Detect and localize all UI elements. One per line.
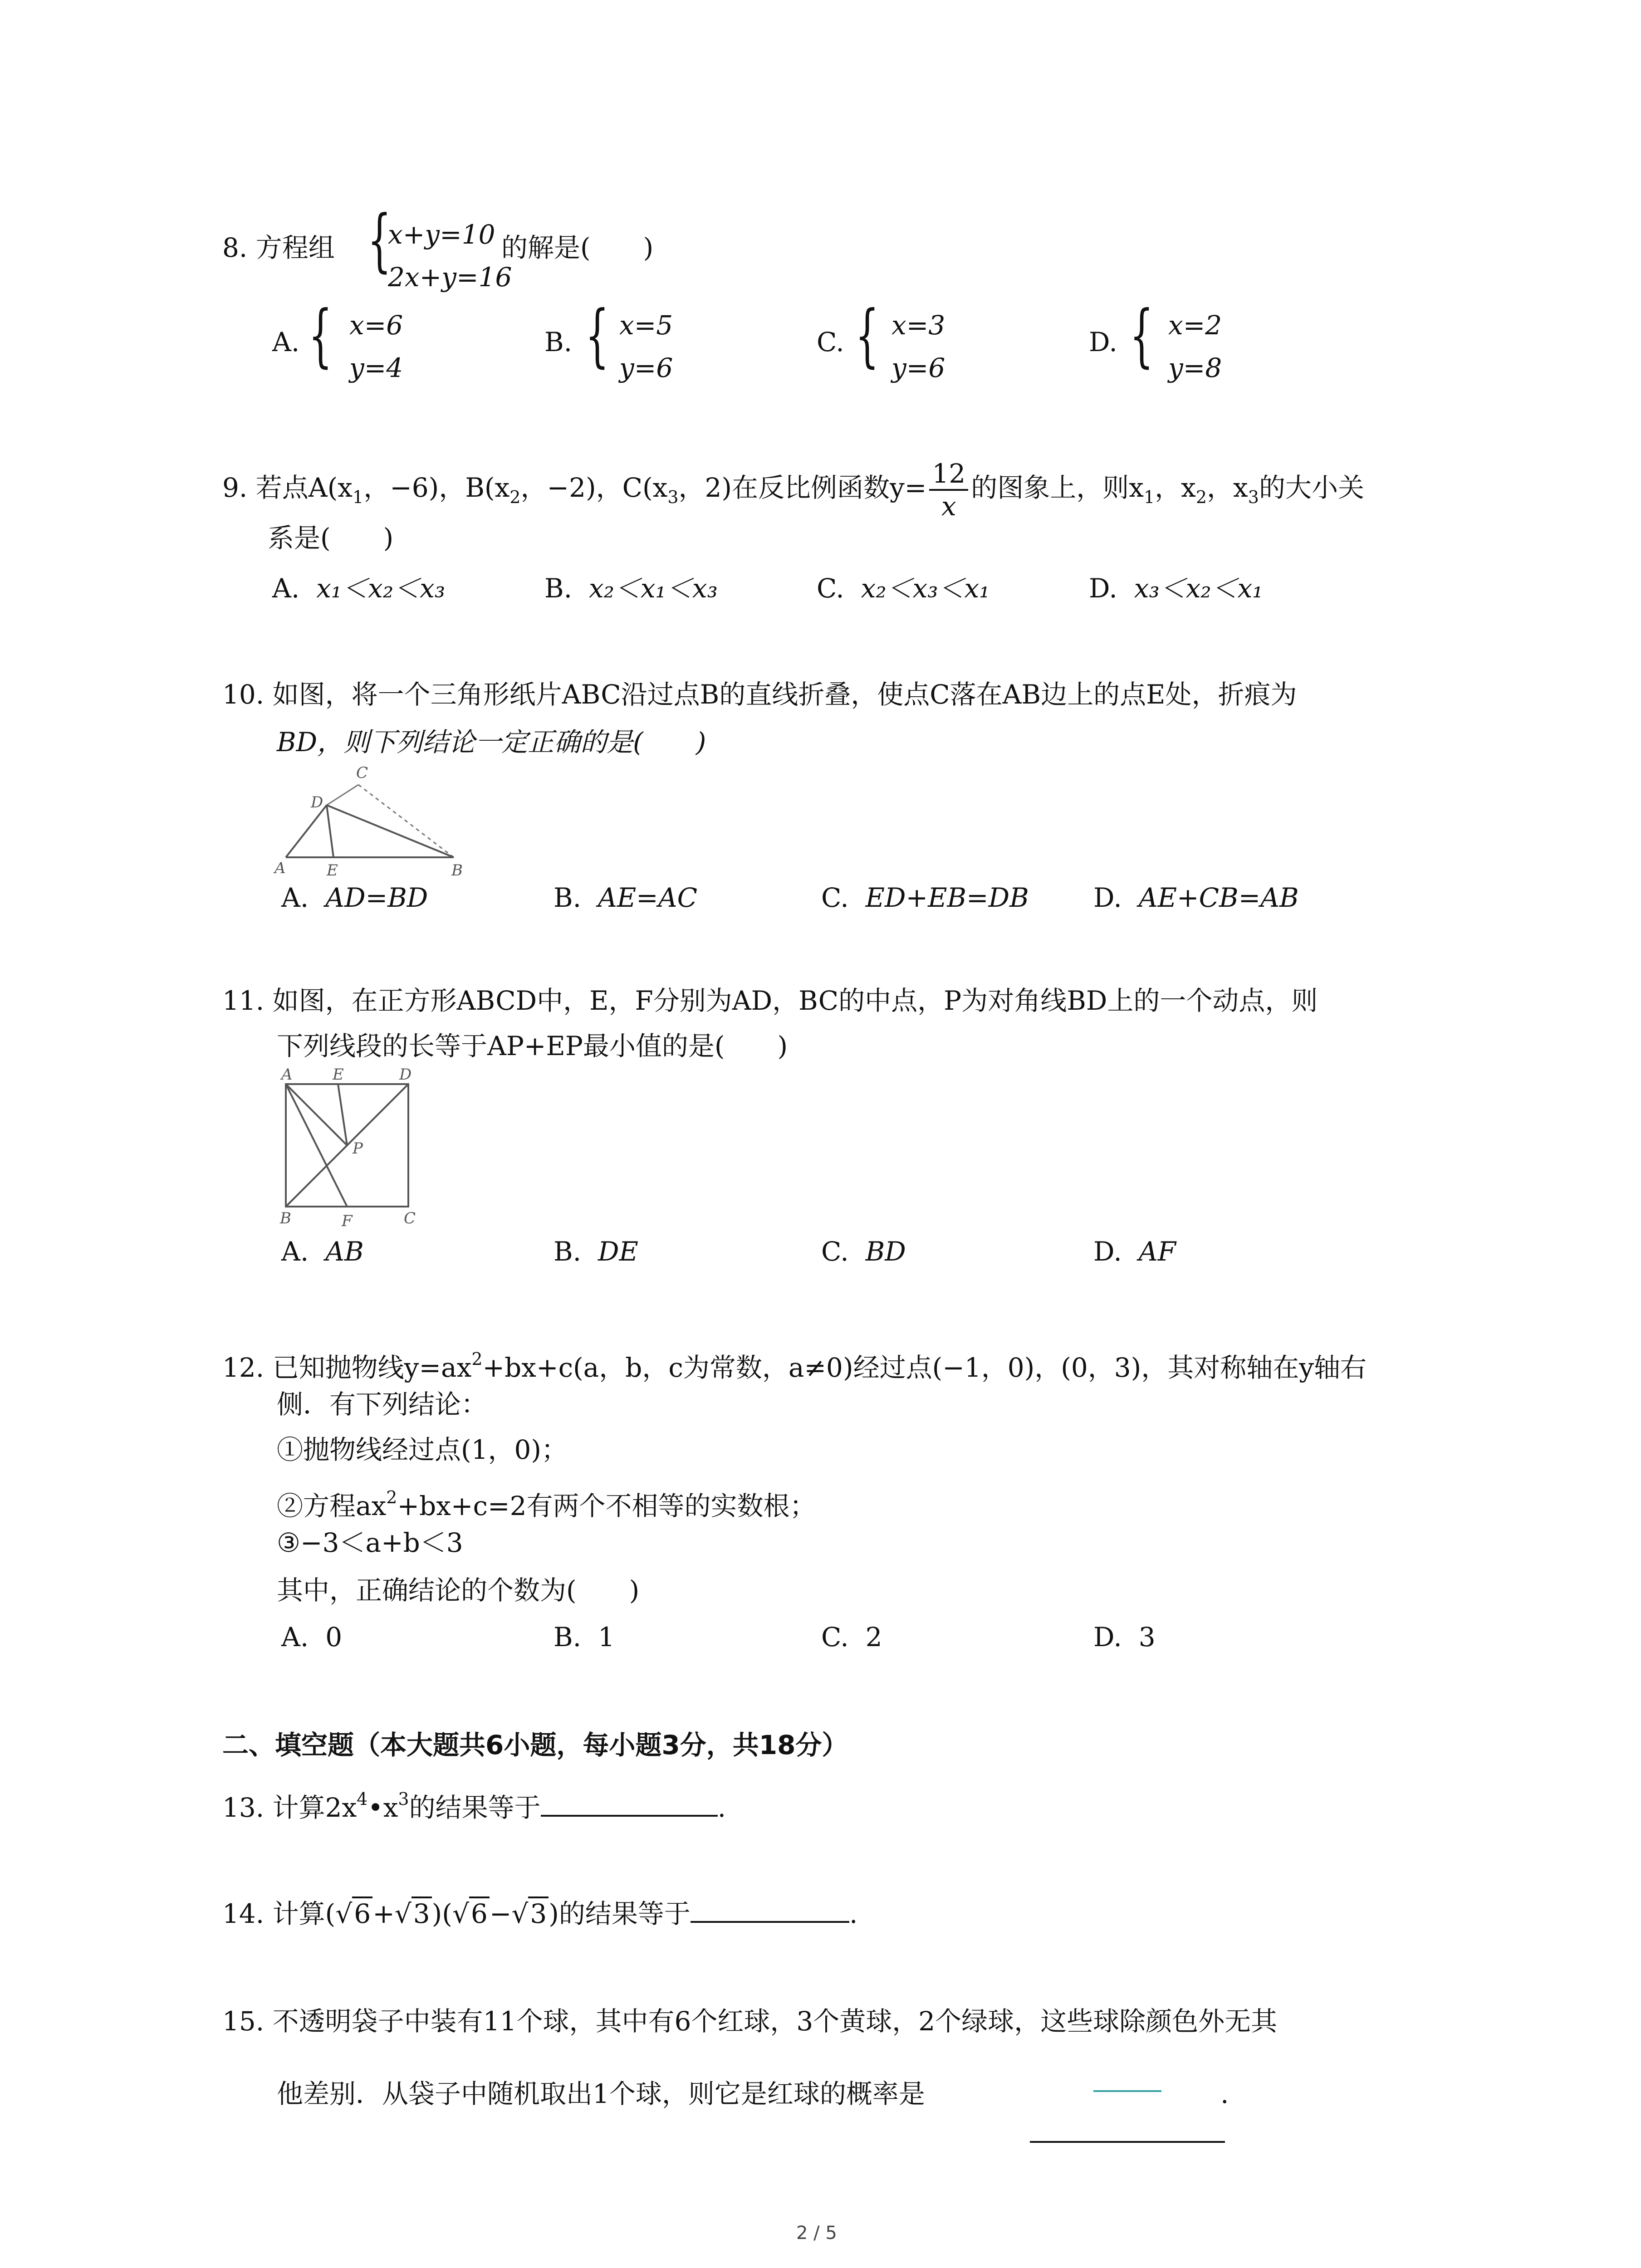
section-2-heading: 二、填空题（本大题共6小题，每小题3分，共18分） [222,1730,848,1760]
q14-mid: )( [431,1898,452,1929]
q12-option-c-text: 2 [865,1622,882,1652]
q15-end: . [1220,2078,1229,2109]
q9-frac-num: 12 [929,458,968,491]
q8-eq1: x+y=10 [388,219,495,250]
q9-option-a-text: x₁＜x₂＜x₃ [316,573,446,604]
q9-sub3: 3 [667,487,679,508]
q15-answer-blank[interactable] [1030,2141,1225,2143]
q8-option-a [349,304,403,389]
q9-option-a [272,567,445,605]
q12-line1-a: 12. 已知抛物线y=ax [222,1352,472,1383]
q11-option-c [821,1236,906,1267]
page-number: 2 / 5 [796,2223,837,2244]
q9-part-d: ，2)在反比例函数y= [678,472,927,503]
q9-part-h: 的大小关 [1259,472,1364,503]
q8-option-b [619,304,673,389]
q12-option-c-label: C. [821,1622,849,1652]
q12-option-a-label: A. [281,1622,309,1652]
q15-line1: 15. 不透明袋子中装有11个球，其中有6个红球，3个黄球，2个绿球，这些球除颜色外无其 [222,2006,1278,2037]
q10-side-dc [327,785,358,805]
q13-answer-blank[interactable] [541,1788,718,1817]
q10-label-a: A [274,859,286,877]
q8-option-a-line2: y=4 [349,352,403,383]
q9-option-b-text: x₂＜x₁＜x₃ [588,573,718,604]
q12-option-b-text: 1 [598,1622,615,1652]
q12-line2: 侧．有下列结论： [277,1389,488,1420]
q9-sub2: 2 [509,487,521,508]
q9-fraction [929,458,968,522]
q10-option-b-text: AE=AC [598,882,698,913]
q12-option-d [1093,1622,1156,1652]
q11-label-e: E [333,1066,344,1084]
q9-option-c [817,567,990,605]
q8-option-c-line2: y=6 [892,352,945,383]
q12-c2-a: ②方程ax [277,1491,387,1521]
q10-side-cb-dashed [358,785,454,857]
q9-part-a: 9. 若点A(x [222,472,353,503]
q10-fold-bd [327,805,454,857]
q8-option-b-label: B. [544,327,573,357]
q9-line1 [222,458,1364,522]
q10-label-d: D [311,793,323,811]
q12-line1 [222,1343,1367,1384]
q9-line2: 系是( ) [268,523,394,553]
q11-option-d-text: AF [1138,1236,1176,1267]
q9-part-c: ，−2)，C(x [520,472,668,503]
q11-option-a-label: A. [281,1236,309,1267]
q13-b: •x [367,1792,398,1823]
q8-option-a-line1: x=6 [349,310,403,341]
q8-option-b-line2: y=6 [619,352,673,383]
q10-option-a [281,882,428,913]
q9-option-d [1089,567,1263,605]
q8-option-c-label: C. [817,327,844,357]
q10-line2: BD，则下列结论一定正确的是( ) [277,727,706,758]
q8-suffix: 的解是( ) [501,232,654,263]
q12-option-d-text: 3 [1138,1622,1156,1652]
q12-line1-sup: 2 [471,1349,483,1369]
q8-option-d-label: D. [1089,327,1117,357]
q11-label-c: C [404,1209,416,1227]
q10-line1: 10. 如图，将一个三角形纸片ABC沿过点B的直线折叠，使点C落在AB边上的点E处，折痕为 [222,679,1297,710]
q10-option-d-label: D. [1093,882,1122,913]
q11-option-a [281,1236,364,1267]
q13-end: . [717,1792,726,1823]
q11-label-p: P [353,1139,363,1158]
q9-option-c-text: x₂＜x₃＜x₁ [861,573,990,604]
q8-option-a-brace: { [309,296,333,375]
q11-line2: 下列线段的长等于AP+EP最小值的是( ) [277,1031,788,1061]
q12-option-b [554,1622,615,1652]
q11-option-d-label: D. [1093,1236,1122,1267]
q10-segment-de [327,805,333,857]
q11-option-c-label: C. [821,1236,849,1267]
q11-label-f: F [342,1212,353,1230]
q11-option-c-text: BD [865,1236,906,1267]
q14-root2: 3 [411,1897,432,1929]
q9-option-c-label: C. [817,573,844,604]
q9-option-b [544,567,718,605]
q10-option-b [554,882,697,913]
q8-system [388,213,512,298]
q8-option-c-brace: { [855,296,879,375]
q14-answer-blank[interactable] [691,1894,849,1923]
q9-sub1: 1 [353,487,364,508]
q8-option-b-brace: { [585,296,609,375]
q9-option-b-label: B. [544,573,573,604]
q12-c2-sup: 2 [386,1487,397,1507]
q9-sub2b: 2 [1195,487,1207,508]
q14-root4: 3 [528,1897,549,1929]
q10-option-c [821,882,1029,913]
q9-option-d-text: x₃＜x₂＜x₁ [1134,573,1263,604]
q12-line6: 其中，正确结论的个数为( ) [277,1575,640,1606]
q11-option-b [554,1236,638,1267]
q12-line1-b: +bx+c(a，b，c为常数，a≠0)经过点(−1，0)，(0，3)，其对称轴在y轴右 [482,1352,1367,1383]
q9-option-d-label: D. [1089,573,1117,604]
q8-option-d [1168,304,1222,389]
q9-part-e: 的图象上，则x [971,472,1144,503]
q11-segment-ep [338,1084,347,1145]
q12-conclusion-1: ①抛物线经过点(1，0)； [277,1434,568,1465]
q13-line [222,1783,726,1824]
q15-line2: 他差别．从袋子中随机取出1个球，则它是红球的概率是 [277,2078,925,2109]
q9-sub3b: 3 [1248,487,1259,508]
q8-brace: { [367,201,392,280]
q10-option-b-label: B. [554,882,582,913]
q11-option-d [1093,1236,1176,1267]
q12-conclusion-2 [277,1481,816,1522]
q8-option-d-line2: y=8 [1168,352,1222,383]
q11-segment-af [286,1084,347,1207]
q14-root3: 6 [469,1897,490,1929]
q12-conclusion-3: ③−3＜a+b＜3 [277,1527,463,1558]
q14-root1: 6 [352,1897,372,1929]
q14-plus: + [372,1898,395,1929]
q14-c: )的结果等于 [549,1898,691,1929]
q9-sub1b: 1 [1143,487,1155,508]
q10-option-a-text: AD=BD [325,882,428,913]
q10-option-a-label: A. [281,882,309,913]
q12-option-a-text: 0 [325,1622,343,1652]
q10-side-ad [286,805,327,857]
q11-label-a: A [281,1066,293,1084]
q8-option-b-line1: x=5 [619,310,673,341]
q14-end: . [849,1898,858,1929]
q11-label-b: B [280,1209,291,1227]
q12-option-d-label: D. [1093,1622,1122,1652]
q11-segment-ap [286,1084,347,1145]
q11-option-b-label: B. [554,1236,582,1267]
q13-a: 13. 计算2x [222,1792,357,1823]
q14-minus: − [489,1898,512,1929]
q12-option-c [821,1622,882,1652]
q8-option-a-label: A. [272,327,300,357]
q12-option-a [281,1622,342,1652]
q9-frac-den: x [941,491,956,522]
q12-option-b-label: B. [554,1622,582,1652]
q9-option-a-label: A. [272,573,300,604]
q8-option-c [892,304,945,389]
q11-option-b-text: DE [598,1236,638,1267]
q9-part-f: ，x [1155,472,1196,503]
q10-label-c: C [356,764,368,782]
q11-line1: 11. 如图，在正方形ABCD中，E，F分别为AD，BC的中点，P为对角线BD上的一个动点，则 [222,985,1318,1016]
q9-part-b: ，−6)，B(x [363,472,510,503]
q14-line: 14. 计算(√6+√3)(√6−√3)的结果等于 . [222,1894,857,1930]
q14-a: 14. 计算( [222,1898,336,1929]
q8-option-c-line1: x=3 [892,310,945,341]
q8-eq2: 2x+y=16 [388,262,512,293]
q10-option-d [1093,882,1299,913]
q12-c2-b: +bx+c=2有两个不相等的实数根； [397,1491,816,1521]
q10-option-d-text: AE+CB=AB [1138,882,1299,913]
q10-option-c-text: ED+EB=DB [865,882,1029,913]
q11-square-figure [274,1064,424,1232]
q10-option-c-label: C. [821,882,849,913]
q8-option-d-line1: x=2 [1168,310,1222,341]
q8-option-d-brace: { [1130,296,1154,375]
q8-prefix: 8. 方程组 [222,232,335,263]
q10-label-b: B [451,861,463,880]
q15-fraction-bar [1093,2090,1161,2092]
q13-sup2: 3 [398,1789,409,1809]
q9-part-g: ，x [1207,472,1248,503]
q13-sup1: 4 [357,1789,368,1809]
q11-option-a-text: AB [325,1236,364,1267]
q10-label-e: E [327,861,338,880]
q10-triangle-figure [272,762,467,880]
q13-c: 的结果等于 [409,1792,541,1823]
q11-label-d: D [399,1066,412,1084]
